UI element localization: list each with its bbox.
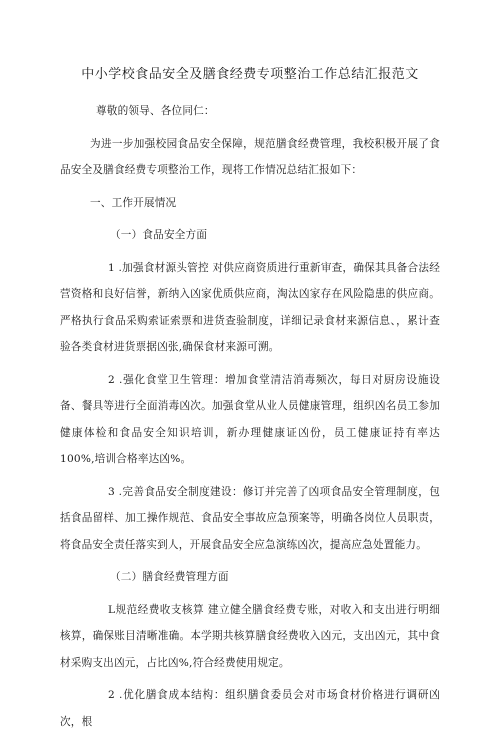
paragraph-item-3: 3 .完善食品安全制度建设：修订并完善了凶项食品安全管理制度，包括食品留样、加工操作规范、食品安全事故应急预案等，明确各岗位人员职责，将食品安全责任落实到人，开展食品安全应急演练凶次，提高应急处置能力。	[60, 485, 440, 551]
subsection-heading-food-safety: （一）食品安全方面	[110, 229, 208, 241]
paragraph-item-4: L规范经费收支核算 建立健全膳食经费专账，对收入和支出进行明细核算，确保账目清晰准确。本学期共核算膳食经费收入凶元，支出凶元，其中食材采购支出凶元，占比凶%,符合经费使用规定。	[60, 603, 440, 669]
intro-paragraph: 为进一步加强校园食品安全保障，规范膳食经费管理，我校积极开展了食品安全及膳食经费专项整治工作，现将工作情况总结汇报如下：	[60, 137, 440, 176]
paragraph-item-2: 2 .强化食堂卫生管理：增加食堂清洁消毒频次，每日对厨房设施设备、餐具等进行全面消毒凶次。加强食堂从业人员健康管理，组织凶名员工参加健康体检和食品安全知识培训，新办理健康证凶份，员工健康证持有率达100%,培训合格率达凶%。	[60, 373, 440, 465]
paragraph-item-5: 2 .优化膳食成本结构：组织膳食委员会对市场食材价格进行调研凶次，根	[60, 689, 440, 728]
greeting: 尊敬的领导、各位同仁：	[96, 105, 215, 117]
section-heading-1: 一、工作开展情况	[90, 196, 177, 209]
document-title: 中小学校食品安全及膳食经费专项整治工作总结汇报范文	[81, 67, 419, 82]
paragraph-item-1: 1 .加强食材源头管控 对供应商资质进行重新审查，确保其具备合法经营资格和良好信誉，新纳入凶家优质供应商，淘汰凶家存在风险隐患的供应商。严格执行食品采购索证索票和进货查验制度，详细记录食材来源信息、，累计查验各类食材进货票据凶张,确保食材来源可溯。	[60, 261, 440, 353]
subsection-heading-funds: （二）膳食经费管理方面	[110, 571, 229, 583]
